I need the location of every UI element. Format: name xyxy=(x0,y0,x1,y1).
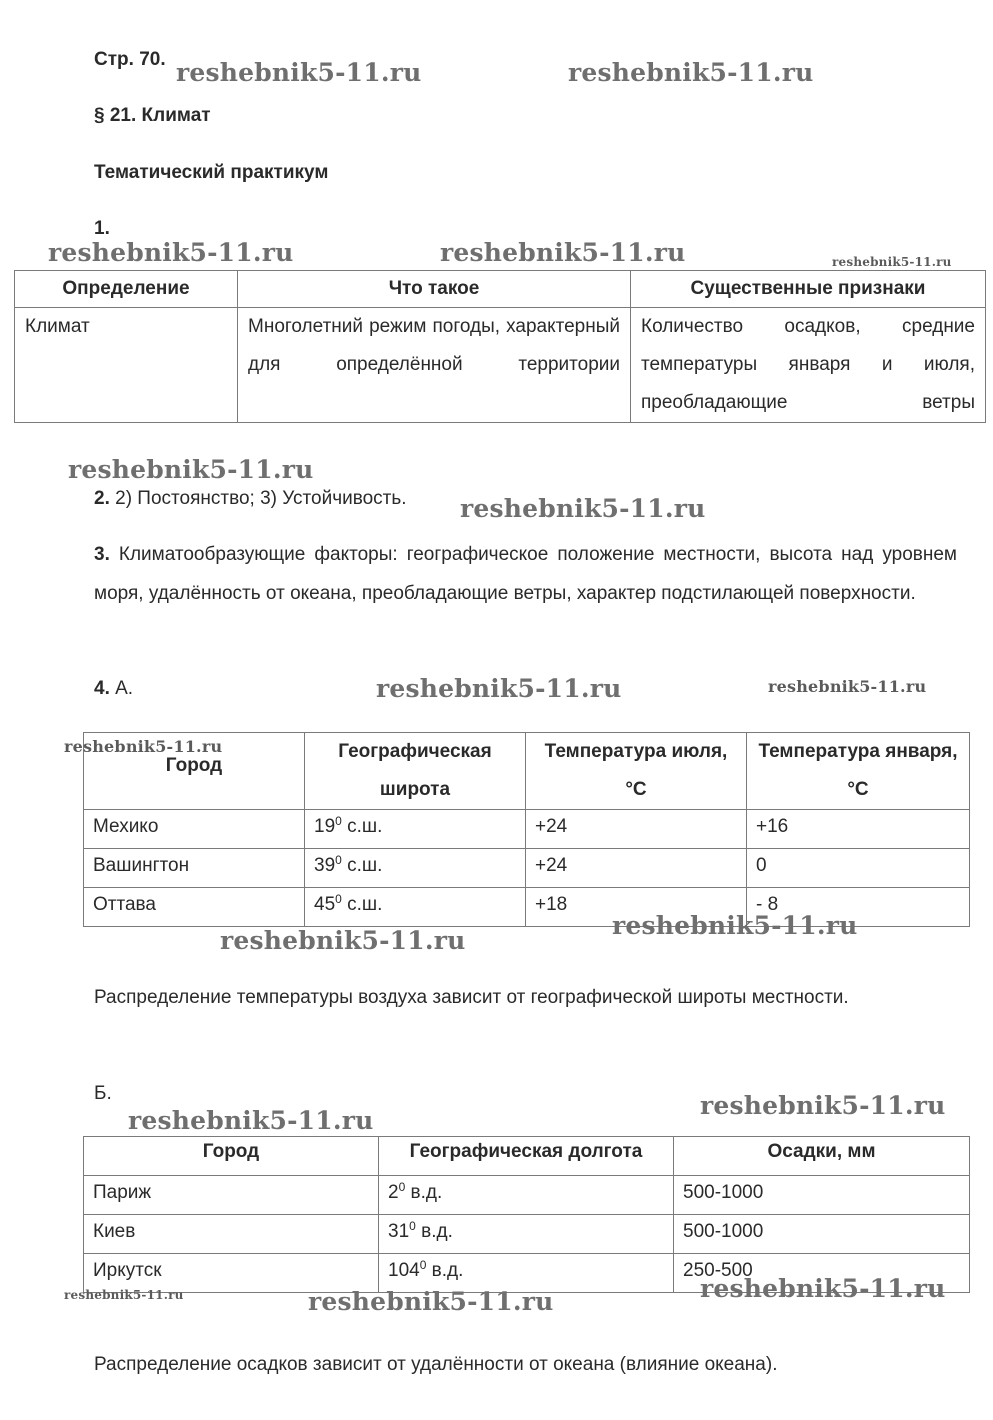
table-row xyxy=(84,1176,970,1215)
degree-mark: 0 xyxy=(335,814,342,828)
city-cell: Париж xyxy=(84,1176,379,1215)
watermark: reshebnik5-11.ru xyxy=(768,677,927,696)
q2-answer xyxy=(94,488,407,510)
longitude-cell xyxy=(379,1215,674,1254)
longitude-cell xyxy=(379,1176,674,1215)
column-header: Географическая широта xyxy=(305,733,526,810)
q3-text: Климатообразующие факторы: географическое положение местности, высота над уровнем моря, удалённость от океана, преобладающие ветры, характер подстилающей поверхности. xyxy=(94,544,957,604)
q2-text: 2) Постоянство; 3) Устойчивость. xyxy=(109,488,407,509)
longitude-suffix: в.д. xyxy=(426,1260,464,1281)
term-cell: Климат xyxy=(15,308,238,423)
q4-heading xyxy=(94,678,133,700)
column-header: Географическая долгота xyxy=(379,1137,674,1176)
watermark: reshebnik5-11.ru xyxy=(612,911,858,940)
table-header-row xyxy=(84,1137,970,1176)
section-title: § 21. Климат xyxy=(94,105,211,126)
watermark: reshebnik5-11.ru xyxy=(460,494,706,523)
latitude-degrees: 39 xyxy=(314,855,336,876)
degree-mark: 0 xyxy=(398,1180,406,1194)
city-cell: Оттава xyxy=(84,888,305,927)
table-row xyxy=(84,1215,970,1254)
latitude-degrees: 19 xyxy=(314,816,336,837)
table-row xyxy=(84,810,970,849)
conclusion-b: Распределение осадков зависит от удалённости от океана (влияние океана). xyxy=(94,1354,778,1375)
q2-number: 2. xyxy=(94,488,110,509)
table-row xyxy=(84,849,970,888)
longitude-suffix: в.д. xyxy=(415,1221,453,1242)
q3-number: 3. xyxy=(94,544,110,565)
degree-mark: 0 xyxy=(419,1258,427,1272)
watermark: reshebnik5-11.ru xyxy=(700,1274,946,1303)
precipitation-cell: 500-1000 xyxy=(674,1176,970,1215)
subtitle: Тематический практикум xyxy=(94,162,329,183)
q4-number: 4. xyxy=(94,678,110,699)
table-row xyxy=(15,308,986,423)
column-header: Существенные признаки xyxy=(631,271,986,308)
watermark: reshebnik5-11.ru xyxy=(128,1106,374,1135)
january-temp-cell: 0 xyxy=(747,849,970,888)
latitude-degrees: 45 xyxy=(314,894,336,915)
longitude-suffix: в.д. xyxy=(405,1182,443,1203)
table-header-row xyxy=(15,271,986,308)
column-header: Температура июля, °С xyxy=(526,733,747,810)
watermark: reshebnik5-11.ru xyxy=(48,238,294,267)
watermark: reshebnik5-11.ru xyxy=(376,674,622,703)
city-cell: Вашингтон xyxy=(84,849,305,888)
definition-table xyxy=(14,270,986,423)
page-reference: Стр. 70. xyxy=(94,49,166,70)
q1-number: 1. xyxy=(94,218,110,239)
january-temp-cell: - 8 xyxy=(747,888,970,927)
longitude-degrees: 104 xyxy=(388,1260,420,1281)
conclusion-a: Распределение температуры воздуха зависит от географической широты местности. xyxy=(94,987,849,1008)
july-temp-cell: +24 xyxy=(526,810,747,849)
longitude-degrees: 31 xyxy=(388,1221,410,1242)
july-temp-cell: +24 xyxy=(526,849,747,888)
watermark: reshebnik5-11.ru xyxy=(308,1287,554,1316)
precipitation-cell: 250-500 xyxy=(674,1254,970,1293)
watermark: reshebnik5-11.ru xyxy=(176,58,422,87)
watermark: reshebnik5-11.ru xyxy=(64,1288,184,1302)
degree-mark: 0 xyxy=(335,892,342,906)
precipitation-table xyxy=(83,1136,970,1293)
q4-part-a-label: А. xyxy=(109,678,134,699)
july-temp-cell: +18 xyxy=(526,888,747,927)
degree-mark: 0 xyxy=(409,1219,416,1233)
latitude-cell xyxy=(305,888,526,927)
column-header: Город xyxy=(84,733,305,810)
january-temp-cell: +16 xyxy=(747,810,970,849)
latitude-cell xyxy=(305,849,526,888)
degree-mark: 0 xyxy=(335,853,342,867)
city-cell: Иркутск xyxy=(84,1254,379,1293)
column-header: Город xyxy=(84,1137,379,1176)
q3-answer xyxy=(94,536,957,613)
watermark: reshebnik5-11.ru xyxy=(440,238,686,267)
city-cell: Киев xyxy=(84,1215,379,1254)
watermark: reshebnik5-11.ru xyxy=(68,455,314,484)
latitude-suffix: с.ш. xyxy=(341,855,383,876)
latitude-cell xyxy=(305,810,526,849)
watermark: reshebnik5-11.ru xyxy=(220,926,466,955)
what-cell: Многолетний режим погоды, характерный для определённой территории xyxy=(238,308,631,423)
temperature-table xyxy=(83,732,970,927)
column-header: Определение xyxy=(15,271,238,308)
latitude-suffix: с.ш. xyxy=(341,816,383,837)
latitude-suffix: с.ш. xyxy=(341,894,383,915)
watermark: reshebnik5-11.ru xyxy=(700,1091,946,1120)
watermark: reshebnik5-11.ru xyxy=(832,255,952,269)
watermark: reshebnik5-11.ru xyxy=(568,58,814,87)
city-cell: Мехико xyxy=(84,810,305,849)
column-header: Осадки, мм xyxy=(674,1137,970,1176)
column-header: Температура января, °С xyxy=(747,733,970,810)
column-header: Что такое xyxy=(238,271,631,308)
features-cell: Количество осадков, средние температуры января и июля, преобладающие ветры xyxy=(631,308,986,423)
q4-part-b-label: Б. xyxy=(94,1083,112,1104)
longitude-degrees: 2 xyxy=(388,1182,399,1203)
precipitation-cell: 500-1000 xyxy=(674,1215,970,1254)
watermark: reshebnik5-11.ru xyxy=(64,737,223,756)
